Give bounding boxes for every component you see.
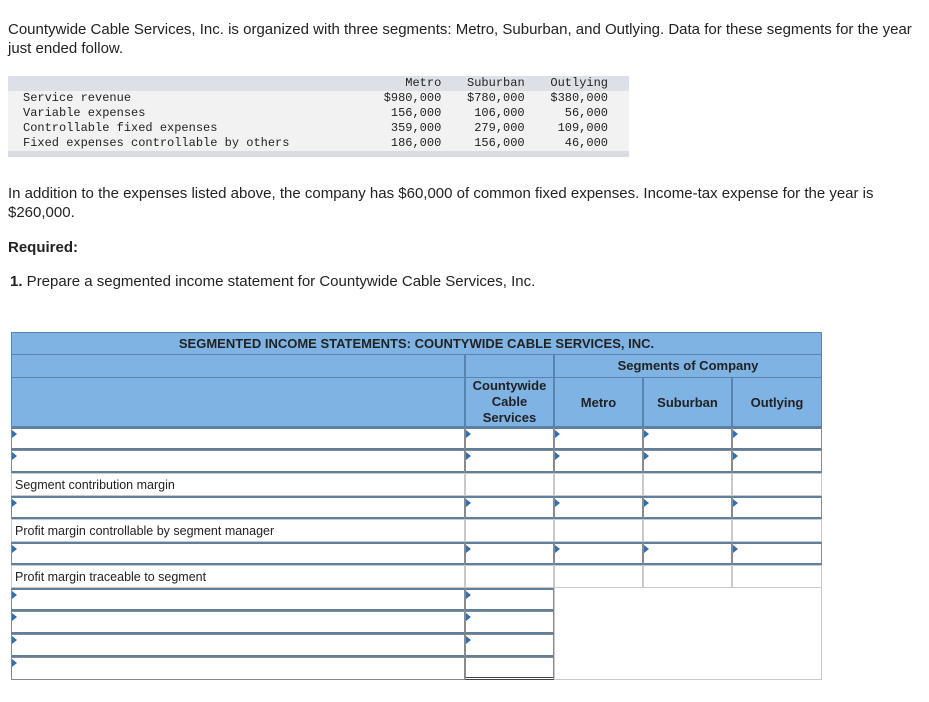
input-marker-icon	[466, 430, 471, 438]
input-marker-icon	[466, 636, 471, 644]
suburban-amount-input-3[interactable]	[643, 496, 732, 519]
input-marker-icon	[644, 452, 649, 460]
suburban-amount-input-1[interactable]	[643, 427, 732, 450]
dropdown-marker-icon	[12, 636, 17, 644]
metro-amount-input-2[interactable]	[554, 450, 643, 473]
segmented-income-statement	[11, 332, 822, 682]
required-heading: Required:	[8, 239, 79, 256]
cell-value: 279,000	[474, 121, 525, 135]
column-header-metro: Metro	[554, 378, 643, 427]
dropdown-marker-icon	[12, 430, 17, 438]
column-header-company: Countywide Cable Services	[465, 378, 554, 427]
empty-segment-area	[554, 588, 822, 680]
column-header-outlying: Outlying	[732, 378, 822, 427]
data-table-header	[8, 76, 629, 91]
metro-controllable-input[interactable]	[554, 519, 643, 542]
input-marker-icon	[466, 613, 471, 621]
cell-value: 56,000	[564, 106, 608, 120]
outlying-contribution-input[interactable]	[732, 473, 822, 496]
metro-amount-input-1[interactable]	[554, 427, 643, 450]
input-marker-icon	[466, 499, 471, 507]
metro-traceable-input[interactable]	[554, 565, 643, 588]
metro-amount-input-4[interactable]	[554, 542, 643, 565]
task-number: 1.	[10, 273, 23, 290]
suburban-traceable-input[interactable]	[643, 565, 732, 588]
dropdown-marker-icon	[12, 545, 17, 553]
header-label-column	[11, 378, 465, 427]
data-row-controllable-fixed	[8, 121, 629, 136]
company-amount-input-1[interactable]	[465, 427, 554, 450]
data-row-fixed-by-others	[8, 136, 629, 151]
task-instruction	[10, 273, 535, 290]
row-label: Controllable fixed expenses	[23, 121, 218, 135]
task-text: Prepare a segmented income statement for Countywide Cable Services, Inc.	[22, 273, 536, 290]
suburban-amount-input-4[interactable]	[643, 542, 732, 565]
cell-value: 46,000	[564, 136, 608, 150]
line-item-label-dropdown-8[interactable]	[11, 657, 465, 680]
header-blank-company	[465, 355, 554, 378]
cell-value: 359,000	[390, 121, 442, 135]
suburban-controllable-input[interactable]	[643, 519, 732, 542]
dropdown-marker-icon	[12, 659, 17, 667]
company-controllable-input[interactable]	[465, 519, 554, 542]
dropdown-marker-icon	[12, 499, 17, 507]
input-marker-icon	[466, 545, 471, 553]
company-amount-input-5[interactable]	[465, 588, 554, 611]
suburban-contribution-input[interactable]	[643, 473, 732, 496]
input-marker-icon	[733, 452, 738, 460]
input-marker-icon	[733, 499, 738, 507]
metro-contribution-input[interactable]	[554, 473, 643, 496]
cell-value: $780,000	[467, 91, 525, 105]
cell-value: $980,000	[383, 91, 442, 105]
company-traceable-input[interactable]	[465, 565, 554, 588]
dropdown-marker-icon	[12, 613, 17, 621]
input-marker-icon	[466, 452, 471, 460]
line-item-label-dropdown-2[interactable]	[11, 450, 465, 473]
cell-value: 106,000	[474, 106, 525, 120]
company-contribution-input[interactable]	[465, 473, 554, 496]
cell-value: 109,000	[557, 121, 608, 135]
input-marker-icon	[555, 499, 560, 507]
dropdown-marker-icon	[12, 452, 17, 460]
line-item-label-dropdown-7[interactable]	[11, 634, 465, 657]
input-marker-icon	[466, 591, 471, 599]
outlying-amount-input-2[interactable]	[732, 450, 822, 473]
data-row-variable-expenses	[8, 106, 629, 121]
metro-amount-input-3[interactable]	[554, 496, 643, 519]
cell-value: 186,000	[390, 136, 442, 150]
outlying-controllable-input[interactable]	[732, 519, 822, 542]
statement-title: SEGMENTED INCOME STATEMENTS: COUNTYWIDE CABLE SERVICES, INC.	[11, 332, 822, 355]
input-marker-icon	[733, 430, 738, 438]
profit-margin-controllable-label: Profit margin controllable by segment manager	[11, 519, 465, 542]
segment-data-table	[8, 76, 629, 157]
input-marker-icon	[555, 545, 560, 553]
input-marker-icon	[644, 545, 649, 553]
intro-paragraph: Countywide Cable Services, Inc. is organized with three segments: Metro, Suburban, and Outlying. Data for these segments for the year just ended follow.	[8, 21, 912, 57]
line-item-label-dropdown-3[interactable]	[11, 496, 465, 519]
cell-value: 156,000	[390, 106, 442, 120]
input-marker-icon	[555, 452, 560, 460]
header-blank-left	[11, 355, 465, 378]
cell-value: $380,000	[550, 91, 608, 105]
outlying-traceable-input[interactable]	[732, 565, 822, 588]
outlying-amount-input-1[interactable]	[732, 427, 822, 450]
expense-paragraph: In addition to the expenses listed above, the company has $60,000 of common fixed expenses. Income-tax expense for the year is $260,000.	[8, 185, 874, 221]
company-amount-input-7[interactable]	[465, 634, 554, 657]
input-marker-icon	[555, 430, 560, 438]
segment-contribution-margin-label: Segment contribution margin	[11, 473, 465, 496]
row-label: Variable expenses	[23, 106, 146, 120]
column-header-suburban: Suburban	[643, 378, 732, 427]
dropdown-marker-icon	[12, 591, 17, 599]
data-row-service-revenue	[8, 91, 629, 106]
header-suburban: Suburban	[441, 76, 524, 91]
company-amount-input-2[interactable]	[465, 450, 554, 473]
row-label: Fixed expenses controllable by others	[23, 136, 290, 150]
header-outlying: Outlying	[525, 76, 629, 91]
line-item-label-dropdown-1[interactable]	[11, 427, 465, 450]
cell-value: 156,000	[474, 136, 525, 150]
header-metro: Metro	[370, 76, 442, 91]
outlying-amount-input-4[interactable]	[732, 542, 822, 565]
segments-of-company-header: Segments of Company	[554, 355, 822, 378]
net-income-company-input[interactable]	[465, 657, 554, 680]
company-amount-input-4[interactable]	[465, 542, 554, 565]
row-label: Service revenue	[23, 91, 132, 105]
line-item-label-dropdown-4[interactable]	[11, 542, 465, 565]
profit-margin-traceable-label: Profit margin traceable to segment	[11, 565, 465, 588]
input-marker-icon	[644, 499, 649, 507]
line-item-label-dropdown-6[interactable]	[11, 611, 465, 634]
company-amount-input-3[interactable]	[465, 496, 554, 519]
company-amount-input-6[interactable]	[465, 611, 554, 634]
input-marker-icon	[644, 430, 649, 438]
suburban-amount-input-2[interactable]	[643, 450, 732, 473]
input-marker-icon	[733, 545, 738, 553]
line-item-label-dropdown-5[interactable]	[11, 588, 465, 611]
outlying-amount-input-3[interactable]	[732, 496, 822, 519]
